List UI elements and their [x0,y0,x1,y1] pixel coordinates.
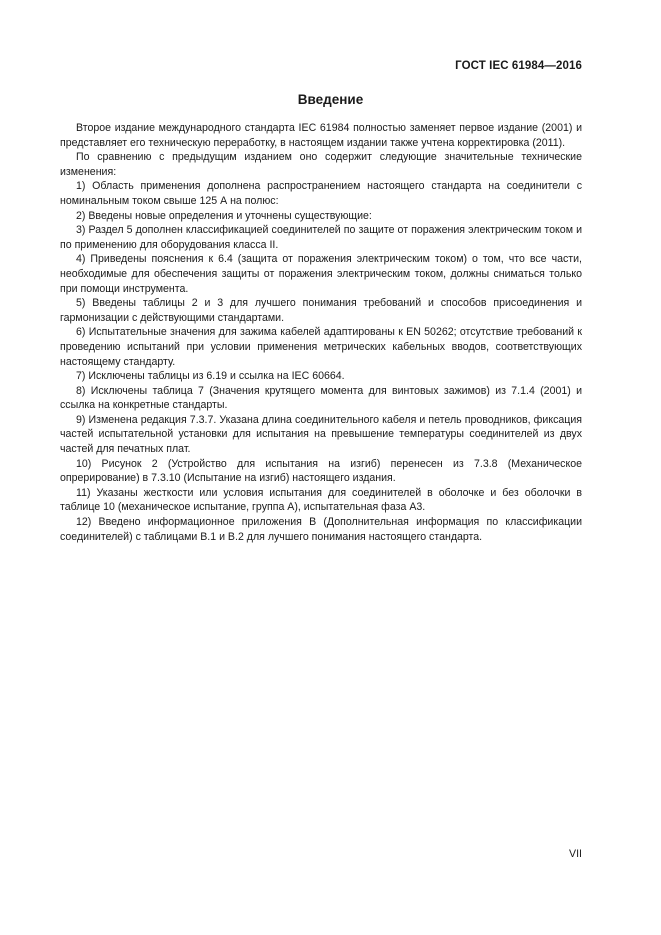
paragraph: 3) Раздел 5 дополнен классификацией соединителей по защите от поражения электрическим током и по применению для оборудования класса II. [60,224,582,251]
paragraph: 1) Область применения дополнена распространением настоящего стандарта на соединители с номинальным током свыше 125 А на полюс: [60,180,582,207]
standard-header: ГОСТ IEC 61984—2016 [455,60,582,72]
section-title: Введение [297,92,364,107]
page-number: VII [569,848,582,860]
paragraph: 4) Приведены пояснения к 6.4 (защита от поражения электрическим током) о том, что все части, необходимые для обеспечения защиты от поражения электрическим током, должны сниматься только при помощи инструмента. [60,253,582,295]
paragraph: 6) Испытательные значения для зажима кабелей адаптированы к EN 50262; отсутствие требований к проведению испытаний при условии применения метрических кабельных вводов, соответствующих настоящему стандарту. [60,326,582,368]
paragraph: Второе издание международного стандарта IEC 61984 полностью заменяет первое издание (2001) и представляет его техническую переработку, в настоящем издании также учтена корректировка (2011). [60,122,582,149]
paragraph: 8) Исключены таблица 7 (Значения крутящего момента для винтовых зажимов) из 7.1.4 (2001) и ссылка на конкретные стандарты. [60,384,582,412]
paragraph: 10) Рисунок 2 (Устройство для испытания на изгиб) перенесен из 7.3.8 (Механическое опрерирование) в 7.3.10 (Испытание на изгиб) настоящего издания. [60,457,582,485]
paragraph: По сравнению с предыдущим изданием оно содержит следующие значительные технические изменения: [60,151,582,178]
document-body [60,121,582,544]
paragraph: 12) Введено информационное приложения В (Дополнительная информация по классификации соединителей) с таблицами В.1 и В.2 для лучшего понимания настоящего стандарта. [60,516,582,543]
paragraph: 2) Введены новые определения и уточнены существующие: [76,209,372,222]
paragraph: 9) Изменена редакция 7.3.7. Указана длина соединительного кабеля и петель проводников, фиксация частей испытательной установки для испытания на превышение температуры соединителей из двух частей для печатных плат. [60,413,582,456]
paragraph: 11) Указаны жесткости или условия испытания для соединителей в оболочке и без оболочки в таблице 10 (механическое испытание, группа А), испытательная фаза А3. [60,486,582,514]
paragraph: 5) Введены таблицы 2 и 3 для лучшего понимания требований и способов присоединения и гармонизации с действующими стандартами. [60,297,582,324]
paragraph: 7) Исключены таблицы из 6.19 и ссылка на IEC 60664. [76,370,345,383]
